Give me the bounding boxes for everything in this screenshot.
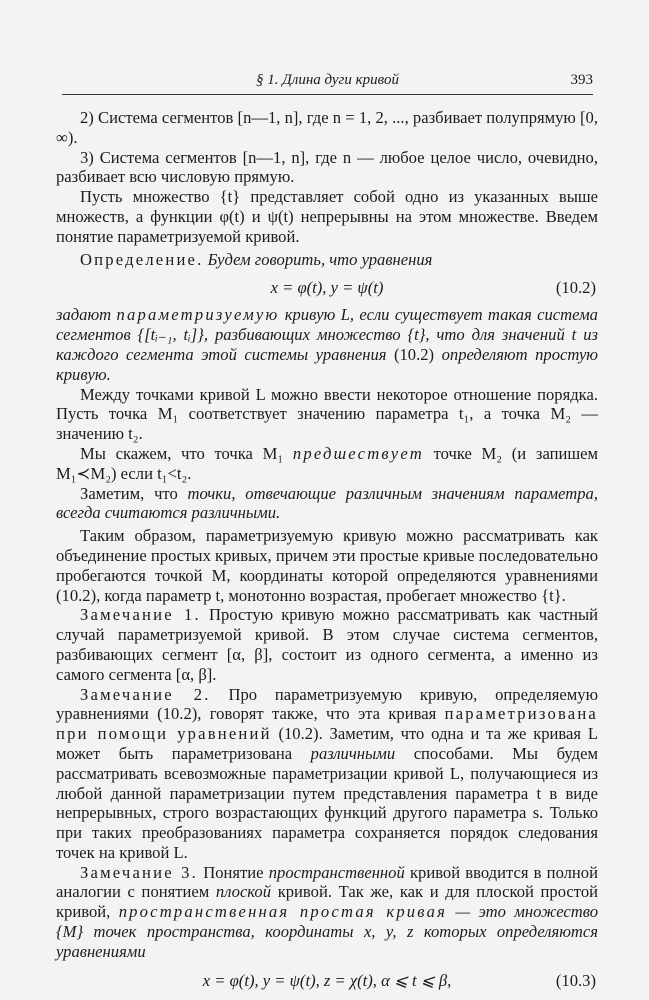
remark-3-text-c: кривой. Так же, как и для плоской простой кривой,: [56, 882, 598, 922]
distinct-text-a: Заметим, что: [80, 483, 178, 503]
equation-10-2-number: (10.2): [555, 278, 596, 298]
equation-10-3: [56, 967, 598, 995]
equation-10-3-number: (10.3): [555, 970, 596, 990]
paragraph-distinct-points: [56, 484, 598, 524]
remark-1-label: Замечание 1.: [80, 605, 201, 625]
precedes-text-a: Мы скажем, что точка M₁: [80, 443, 284, 463]
definition-text-b: кривую L, если существует такая система сегментов: [56, 305, 598, 345]
precedes-term: предшествует: [292, 443, 424, 463]
definition-text-f: определяют простую кривую.: [56, 344, 599, 384]
remark-3-text-d: — это множество {M} точек пространства, координаты x, y, z которых определяются уравнениями: [56, 902, 598, 961]
precedes-text-b: точке M₂ (и запишем M₁≺M₂) если t₁<t₂.: [56, 443, 598, 483]
definition-text-d: разбивающих множество {t}, что для значений t из каждого сегмента этой системы уравнения: [56, 325, 598, 364]
equation-10-3-expression: x = φ(t), y = ψ(t), z = χ(t), α ⩽ t ⩽ β,: [202, 970, 452, 990]
equation-ref: (10.2): [393, 344, 435, 364]
definition-term: параметризуемую: [116, 305, 280, 325]
definition-lead: Будем говорить, что уравнения: [207, 249, 433, 269]
remark-3-text-b: кривой вводится в полной аналогии с понятием: [56, 862, 598, 902]
paragraph-example-3: 3) Система сегментов [n—1, n], где n — любое целое число, очевидно, разбивает всю числовую прямую.: [56, 147, 598, 187]
paragraph-union: Таким образом, параметризуемую кривую можно рассматривать как объединение простых кривых, причем эти простые кривые последовательно пробегаются точкой M, координаты которой определяются уравнениями (10.2), когда параметр t, монотонно возрастая, пробегает множество {t}.: [56, 526, 598, 605]
remark-2-label: Замечание 2.: [80, 684, 211, 704]
definition-body: [56, 305, 598, 384]
remark-2-text-c: способами. Мы будем рассматривать всевозможные параметризации кривой L, получающиеся из любой данной параметризации путем представления параметра t в виде непрерывных, строго возрастающих функций другого параметра s. Только при таких преобразованиях параметра сохраняется порядок следования точек на кривой L.: [56, 743, 598, 862]
remark-1: [56, 605, 598, 684]
remark-2: [56, 685, 598, 863]
definition-label: Определение.: [80, 249, 204, 269]
equation-10-2-expression: x = φ(t), y = ψ(t): [270, 278, 384, 298]
remark-3-text-a: Понятие: [203, 862, 264, 882]
page-number: 393: [570, 72, 593, 88]
remark-3-label: Замечание 3.: [80, 862, 199, 882]
remark-2-italic: различными: [310, 743, 396, 763]
distinct-text-b: точки, отвечающие различным значениям параметра, всегда считаются различными.: [56, 483, 598, 523]
equation-10-2: [56, 274, 598, 302]
paragraph-order-relation: Между точками кривой L можно ввести некоторое отношение порядка. Пусть точка M₁ соответствует значению параметра t₁, а точка M₂ — значению t₂.: [56, 384, 598, 444]
running-header: [62, 70, 593, 95]
paragraph-example-2: 2) Система сегментов [n—1, n], где n = 1, 2, ..., разбивает полупрямую [0, ∞).: [56, 108, 598, 147]
paragraph-parameter-set: Пусть множество {t} представляет собой одно из указанных выше множеств, а функции φ(t) и ψ(t) непрерывны на этом множестве. Введем понятие параметризуемой кривой.: [56, 187, 598, 246]
remark-2-text-b: (10.2). Заметим, что одна и та же кривая L может быть параметризована: [56, 724, 598, 763]
remark-1-text: Простую кривую можно рассматривать как частный случай параметризуемой кривой. В этом случае система сегментов, разбивающих сегмент [α, β], состоит из одного сегмента, а именно из самого сегмента [α, β].: [56, 605, 599, 684]
page-body: [56, 108, 598, 998]
definition-paragraph: [56, 250, 598, 270]
definition-text-a: задают: [56, 305, 112, 325]
remark-3-term: пространственная простая кривая: [118, 902, 448, 922]
paragraph-precedes: [56, 444, 598, 484]
remark-2-term: параметризована при помощи уравнений: [56, 704, 598, 744]
remark-2-text-a: Про параметризуемую кривую, определяемую уравнениями (10.2), говорят также, что эта кривая: [56, 684, 598, 724]
remark-3-italic-space: пространственной: [268, 862, 405, 882]
remark-3: [56, 863, 598, 962]
remark-3-italic-plane: плоской: [215, 882, 272, 902]
section-title: § 1. Длина дуги кривой: [255, 72, 399, 88]
segment-system: {[tᵢ₋₁, tᵢ]},: [137, 325, 209, 345]
